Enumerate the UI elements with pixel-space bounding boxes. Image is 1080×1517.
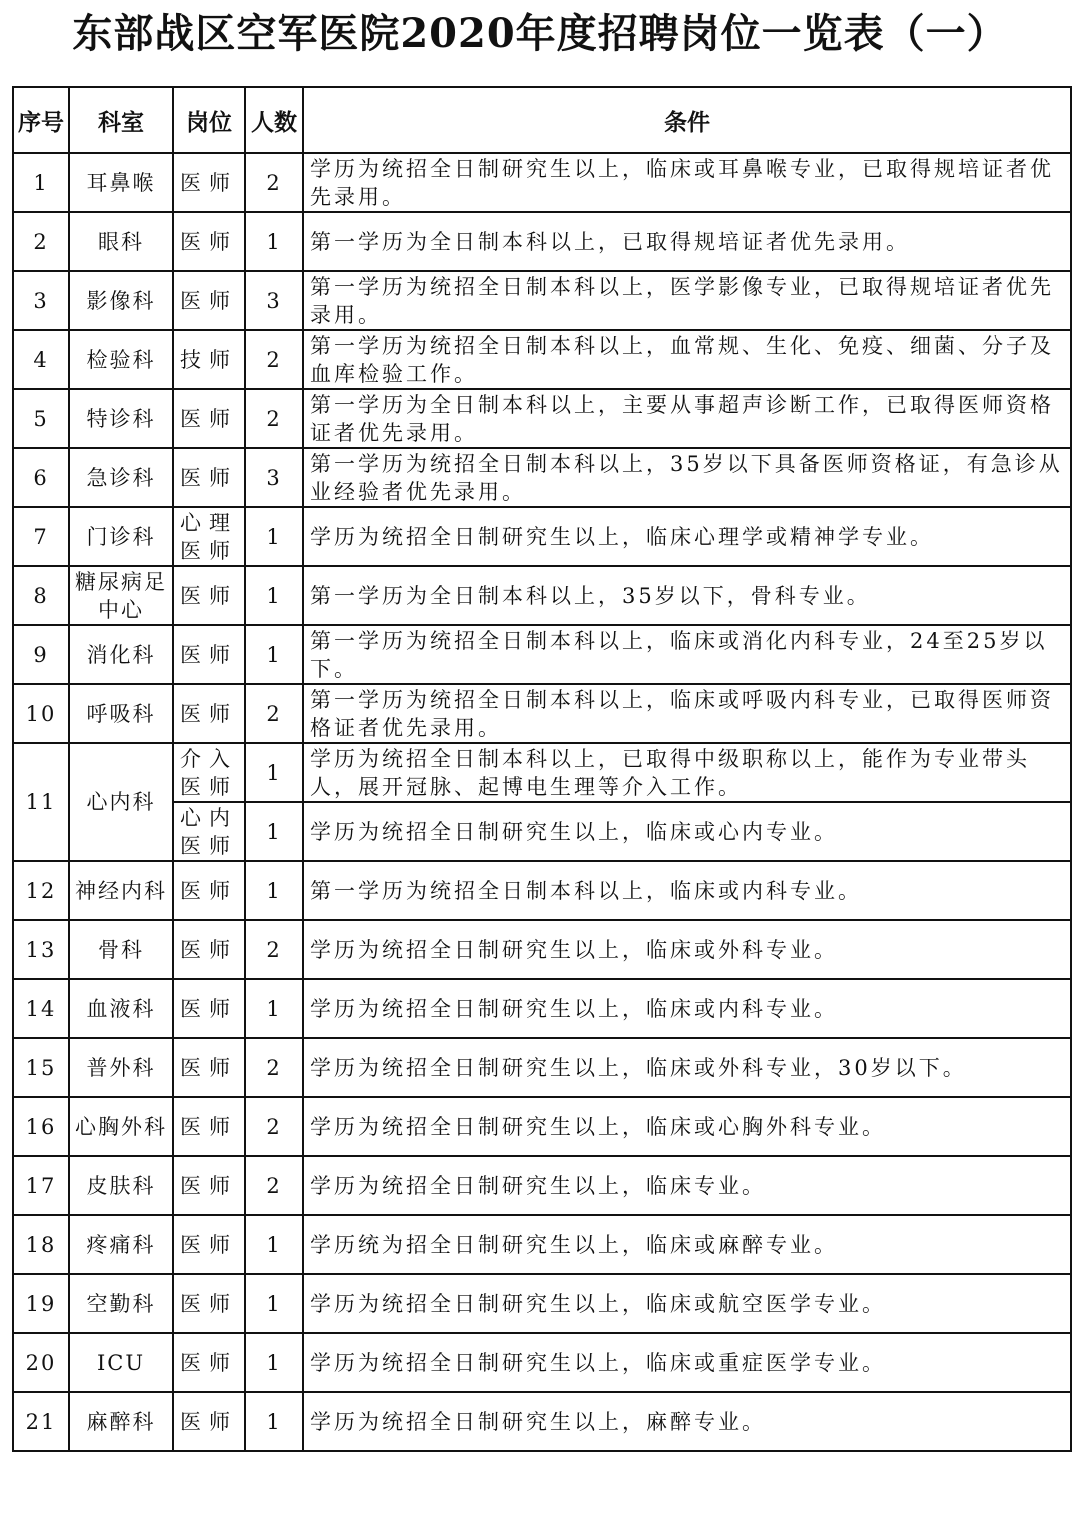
row-condition: 学历为统招全日制研究生以上，临床或外科专业。 (303, 920, 1071, 979)
row-dept: 疼痛科 (69, 1215, 173, 1274)
row-count: 3 (245, 271, 303, 330)
row-no: 3 (13, 271, 69, 330)
table-row (13, 1215, 1071, 1274)
row-position (173, 389, 245, 448)
row-condition: 第一学历为统招全日制本科以上，临床或内科专业。 (303, 861, 1071, 920)
table-header-row (13, 87, 1071, 153)
row-condition: 第一学历为统招全日制本科以上，临床或呼吸内科专业，已取得医师资格证者优先录用。 (303, 684, 1071, 743)
row-count: 2 (245, 1156, 303, 1215)
row-position (173, 920, 245, 979)
row-condition: 学历为统招全日制研究生以上，临床心理学或精神学专业。 (303, 507, 1071, 566)
header-dept: 科室 (69, 87, 173, 153)
table-row (13, 330, 1071, 389)
row-no: 5 (13, 389, 69, 448)
row-no: 20 (13, 1333, 69, 1392)
row-dept: ICU (69, 1333, 173, 1392)
row-count: 1 (245, 802, 303, 861)
row-no: 6 (13, 448, 69, 507)
row-count: 2 (245, 153, 303, 212)
row-no: 2 (13, 212, 69, 271)
row-condition: 学历为统招全日制研究生以上，临床或外科专业，30岁以下。 (303, 1038, 1071, 1097)
row-condition: 学历为统招全日制研究生以上，麻醉专业。 (303, 1392, 1071, 1451)
row-count: 1 (245, 212, 303, 271)
row-no: 16 (13, 1097, 69, 1156)
table-row (13, 389, 1071, 448)
row-dept: 普外科 (69, 1038, 173, 1097)
row-dept: 神经内科 (69, 861, 173, 920)
row-position (173, 743, 245, 802)
row-no: 11 (13, 743, 69, 861)
row-condition: 第一学历为统招全日制本科以上，临床或消化内科专业，24至25岁以下。 (303, 625, 1071, 684)
row-position-text: 医师 (180, 229, 238, 254)
row-dept: 门诊科 (69, 507, 173, 566)
row-condition: 第一学历为统招全日制本科以上，35岁以下具备医师资格证，有急诊从业经验者优先录用。 (303, 448, 1071, 507)
row-count: 2 (245, 684, 303, 743)
row-position-text: 医师 (180, 170, 238, 195)
row-count: 2 (245, 920, 303, 979)
table-row (13, 566, 1071, 625)
row-count: 1 (245, 979, 303, 1038)
row-count: 1 (245, 1392, 303, 1451)
row-position (173, 625, 245, 684)
header-condition: 条件 (303, 87, 1071, 153)
row-dept: 空勤科 (69, 1274, 173, 1333)
row-position-text: 医师 (180, 701, 238, 726)
row-count: 2 (245, 1038, 303, 1097)
row-dept: 呼吸科 (69, 684, 173, 743)
table-row (13, 1097, 1071, 1156)
row-count: 2 (245, 330, 303, 389)
row-position (173, 448, 245, 507)
row-position (173, 566, 245, 625)
table-row (13, 1274, 1071, 1333)
row-position (173, 271, 245, 330)
row-position-text: 医师 (180, 878, 238, 903)
row-count: 1 (245, 1215, 303, 1274)
row-position-text: 医师 (180, 1173, 238, 1198)
row-condition: 学历为统招全日制研究生以上，临床或内科专业。 (303, 979, 1071, 1038)
row-count: 1 (245, 625, 303, 684)
row-position-text: 医师 (180, 642, 238, 667)
table-row (13, 448, 1071, 507)
row-no: 10 (13, 684, 69, 743)
table-row (13, 1392, 1071, 1451)
table-row (13, 743, 1071, 802)
row-position-text: 医师 (180, 996, 238, 1021)
row-no: 12 (13, 861, 69, 920)
table-row (13, 979, 1071, 1038)
header-count: 人数 (245, 87, 303, 153)
row-dept: 血液科 (69, 979, 173, 1038)
row-position-text: 医师 (180, 1350, 238, 1375)
row-position-text: 医师 (180, 1409, 238, 1434)
row-position-text: 医师 (180, 465, 238, 490)
row-position-text: 心内医师 (180, 805, 238, 858)
row-condition: 第一学历为全日制本科以上，主要从事超声诊断工作，已取得医师资格证者优先录用。 (303, 389, 1071, 448)
row-dept: 急诊科 (69, 448, 173, 507)
row-count: 1 (245, 507, 303, 566)
row-no: 18 (13, 1215, 69, 1274)
row-no: 4 (13, 330, 69, 389)
row-dept: 骨科 (69, 920, 173, 979)
row-position (173, 212, 245, 271)
row-condition: 学历为统招全日制研究生以上，临床专业。 (303, 1156, 1071, 1215)
row-position (173, 1038, 245, 1097)
row-position-text: 医师 (180, 406, 238, 431)
table-row (13, 212, 1071, 271)
row-dept: 检验科 (69, 330, 173, 389)
row-condition: 学历为统招全日制本科以上，已取得中级职称以上，能作为专业带头人，展开冠脉、起博电生理等介入工作。 (303, 743, 1071, 802)
row-position (173, 1215, 245, 1274)
recruitment-table (12, 86, 1072, 1452)
row-count: 1 (245, 743, 303, 802)
row-no: 9 (13, 625, 69, 684)
table-row (13, 271, 1071, 330)
row-position (173, 802, 245, 861)
row-count: 2 (245, 1097, 303, 1156)
table-row (13, 861, 1071, 920)
table-row (13, 920, 1071, 979)
row-position-text: 心理医师 (180, 510, 238, 563)
row-count: 1 (245, 566, 303, 625)
row-dept: 眼科 (69, 212, 173, 271)
row-no: 7 (13, 507, 69, 566)
row-condition: 学历为统招全日制研究生以上，临床或重症医学专业。 (303, 1333, 1071, 1392)
row-condition: 第一学历为统招全日制本科以上，血常规、生化、免疫、细菌、分子及血库检验工作。 (303, 330, 1071, 389)
row-position-text: 医师 (180, 1055, 238, 1080)
row-no: 21 (13, 1392, 69, 1451)
page-title: 东部战区空军医院2020年度招聘岗位一览表（一） (72, 10, 1008, 57)
row-position-text: 医师 (180, 583, 238, 608)
row-no: 14 (13, 979, 69, 1038)
row-dept: 麻醉科 (69, 1392, 173, 1451)
row-condition: 第一学历为全日制本科以上，已取得规培证者优先录用。 (303, 212, 1071, 271)
row-condition: 第一学历为统招全日制本科以上，医学影像专业，已取得规培证者优先录用。 (303, 271, 1071, 330)
table-row (13, 153, 1071, 212)
table-row (13, 1333, 1071, 1392)
row-dept: 影像科 (69, 271, 173, 330)
row-no: 1 (13, 153, 69, 212)
row-position (173, 1097, 245, 1156)
row-position (173, 684, 245, 743)
row-no: 15 (13, 1038, 69, 1097)
row-dept: 糖尿病足中心 (69, 566, 173, 625)
table-row (13, 507, 1071, 566)
row-position (173, 979, 245, 1038)
table-row (13, 1156, 1071, 1215)
row-dept: 心胸外科 (69, 1097, 173, 1156)
row-position-text: 医师 (180, 937, 238, 962)
row-position-text: 医师 (180, 288, 238, 313)
row-count: 1 (245, 861, 303, 920)
row-dept: 特诊科 (69, 389, 173, 448)
row-condition: 学历统为招全日制研究生以上，临床或麻醉专业。 (303, 1215, 1071, 1274)
row-condition: 学历为统招全日制研究生以上，临床或耳鼻喉专业，已取得规培证者优先录用。 (303, 153, 1071, 212)
row-condition: 第一学历为全日制本科以上，35岁以下，骨科专业。 (303, 566, 1071, 625)
row-count: 1 (245, 1333, 303, 1392)
table-row (13, 1038, 1071, 1097)
row-position-text: 技师 (180, 347, 238, 372)
row-position (173, 1392, 245, 1451)
header-no: 序号 (13, 87, 69, 153)
row-position-text: 介入医师 (180, 746, 238, 799)
row-dept: 皮肤科 (69, 1156, 173, 1215)
row-dept: 耳鼻喉 (69, 153, 173, 212)
row-dept: 消化科 (69, 625, 173, 684)
row-condition: 学历为统招全日制研究生以上，临床或航空医学专业。 (303, 1274, 1071, 1333)
row-position (173, 1156, 245, 1215)
row-position (173, 153, 245, 212)
header-position: 岗位 (173, 87, 245, 153)
row-dept: 心内科 (69, 743, 173, 861)
table-row (13, 684, 1071, 743)
row-count: 1 (245, 1274, 303, 1333)
row-no: 17 (13, 1156, 69, 1215)
row-no: 8 (13, 566, 69, 625)
table-row (13, 625, 1071, 684)
row-count: 3 (245, 448, 303, 507)
row-position-text: 医师 (180, 1114, 238, 1139)
row-position (173, 330, 245, 389)
row-no: 13 (13, 920, 69, 979)
row-position (173, 861, 245, 920)
row-position (173, 1274, 245, 1333)
row-position-text: 医师 (180, 1291, 238, 1316)
row-condition: 学历为统招全日制研究生以上，临床或心内专业。 (303, 802, 1071, 861)
row-position (173, 1333, 245, 1392)
row-position (173, 507, 245, 566)
row-condition: 学历为统招全日制研究生以上，临床或心胸外科专业。 (303, 1097, 1071, 1156)
row-count: 2 (245, 389, 303, 448)
row-no: 19 (13, 1274, 69, 1333)
row-position-text: 医师 (180, 1232, 238, 1257)
